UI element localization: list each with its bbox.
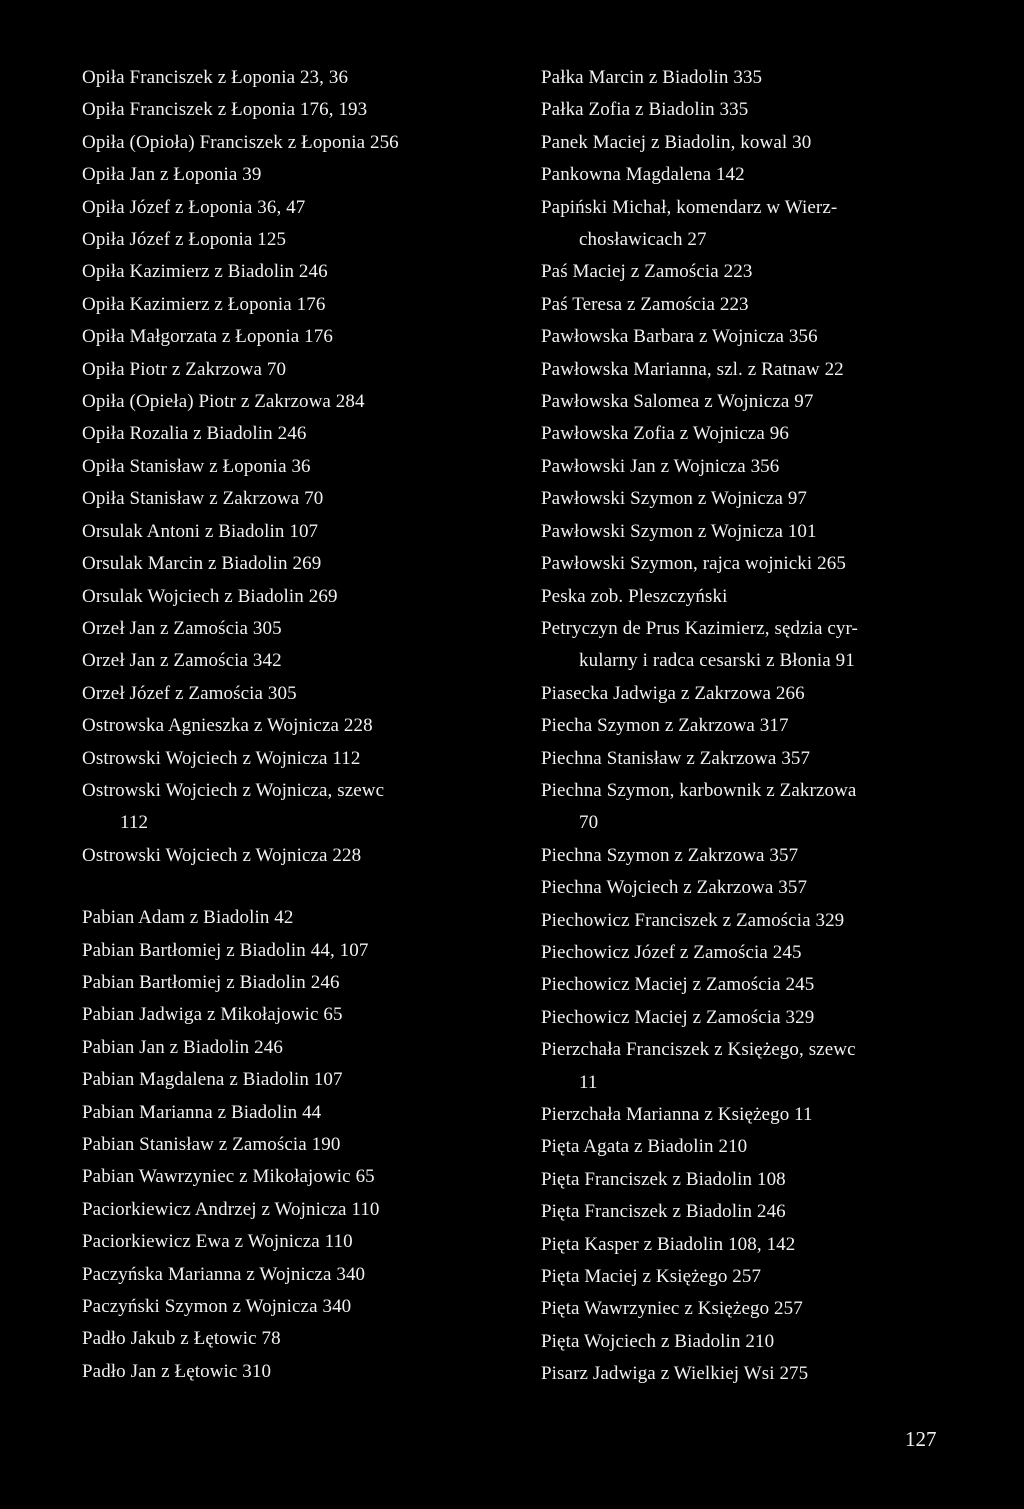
index-entry: Pabian Adam z Biadolin 42 [82, 907, 294, 929]
index-entry: Paczyńska Marianna z Wojnicza 340 [82, 1263, 366, 1285]
index-entry: Opiła Franciszek z Łoponia 23, 36 [82, 67, 349, 88]
index-entry: Pięta Wojciech z Biadolin 210 [541, 1330, 775, 1352]
index-entry: Pabian Jan z Biadolin 246 [82, 1036, 283, 1058]
index-entry: Piechna Wojciech z Zakrzowa 357 [541, 877, 808, 899]
index-entry: Padło Jakub z Łętowic 78 [82, 1328, 281, 1350]
index-entry-continuation: kularny i radca cesarski z Błonia 91 [579, 650, 855, 672]
index-entry: Opiła Stanisław z Zakrzowa 70 [82, 488, 324, 510]
index-entry-continuation: 112 [120, 812, 149, 834]
index-column-right [541, 62, 961, 1391]
index-entry: Opiła Józef z Łoponia 125 [82, 229, 287, 251]
index-entry: Paczyński Szymon z Wojnicza 340 [82, 1296, 352, 1318]
index-entry: Papiński Michał, komendarz w Wierz- [541, 196, 838, 218]
index-entry: Pawłowska Zofia z Wojnicza 96 [541, 423, 789, 445]
index-entry: Pawłowska Marianna, szl. z Ratnaw 22 [541, 358, 844, 380]
index-entry: Orzeł Jan z Zamościa 342 [82, 650, 282, 672]
index-entry: Pabian Marianna z Biadolin 44 [82, 1101, 322, 1123]
index-entry: Orzeł Jan z Zamościa 305 [82, 617, 282, 639]
index-entry: Pięta Maciej z Księżego 257 [541, 1266, 762, 1288]
index-entry: Opiła Jan z Łoponia 39 [82, 164, 262, 186]
index-entry: Paś Teresa z Zamościa 223 [541, 293, 749, 315]
index-entry: Piechowicz Józef z Zamościa 245 [541, 941, 802, 963]
index-entry: Opiła Józef z Łoponia 36, 47 [82, 196, 306, 218]
index-entry-continuation: chosławicach 27 [579, 229, 707, 251]
index-entry: Paciorkiewicz Andrzej z Wojnicza 110 [82, 1198, 380, 1220]
index-entry: Piechna Szymon z Zakrzowa 357 [541, 844, 799, 866]
index-entry: Piechna Stanisław z Zakrzowa 357 [541, 747, 811, 769]
index-entry: Pawłowska Barbara z Wojnicza 356 [541, 326, 818, 348]
index-entry: Pięta Franciszek z Biadolin 108 [541, 1168, 786, 1190]
index-entry: Pabian Wawrzyniec z Mikołajowic 65 [82, 1166, 375, 1188]
index-entry: Pawłowski Jan z Wojnicza 356 [541, 455, 780, 477]
index-entry: Pierzchała Marianna z Księżego 11 [541, 1104, 813, 1125]
index-entry: Pisarz Jadwiga z Wielkiej Wsi 275 [541, 1363, 809, 1385]
index-entry: Piasecka Jadwiga z Zakrzowa 266 [541, 682, 805, 704]
index-entry: Opiła (Opioła) Franciszek z Łoponia 256 [82, 131, 399, 153]
index-entry: Paciorkiewicz Ewa z Wojnicza 110 [82, 1231, 353, 1253]
index-entry-continuation: 70 [579, 812, 599, 834]
index-entry: Ostrowski Wojciech z Wojnicza 112 [82, 747, 361, 769]
index-entry: Pabian Magdalena z Biadolin 107 [82, 1069, 343, 1091]
index-entry: Pałka Marcin z Biadolin 335 [541, 67, 763, 88]
index-entry: Peska zob. Pleszczyński [541, 585, 728, 607]
index-entry: Paś Maciej z Zamościa 223 [541, 261, 753, 283]
index-entry: Pankowna Magdalena 142 [541, 164, 745, 186]
index-entry: Opiła Stanisław z Łoponia 36 [82, 455, 311, 477]
index-entry: Pierzchała Franciszek z Księżego, szewc [541, 1039, 856, 1061]
index-entry: Orsulak Antoni z Biadolin 107 [82, 520, 319, 542]
index-entry: Opiła Małgorzata z Łoponia 176 [82, 326, 333, 348]
index-entry: Pabian Jadwiga z Mikołajowic 65 [82, 1004, 343, 1026]
index-entry: Orsulak Wojciech z Biadolin 269 [82, 585, 338, 607]
index-entry: Pięta Agata z Biadolin 210 [541, 1136, 748, 1158]
section-gap [82, 872, 502, 902]
index-entry: Piecha Szymon z Zakrzowa 317 [541, 715, 789, 737]
index-entry: Pawłowski Szymon, rajca wojnicki 265 [541, 553, 846, 575]
index-entry: Ostrowski Wojciech z Wojnicza, szewc [82, 779, 385, 801]
index-entry: Piechowicz Franciszek z Zamościa 329 [541, 909, 845, 931]
index-entry: Padło Jan z Łętowic 310 [82, 1360, 272, 1382]
index-entry: Panek Maciej z Biadolin, kowal 30 [541, 131, 812, 153]
index-entry: Pabian Stanisław z Zamościa 190 [82, 1134, 341, 1155]
index-entry: Pawłowski Szymon z Wojnicza 97 [541, 488, 808, 510]
index-entry: Opiła Kazimierz z Biadolin 246 [82, 261, 328, 283]
index-column-left [82, 62, 502, 1388]
index-entry: Pawłowski Szymon z Wojnicza 101 [541, 520, 817, 542]
index-entry: Opiła (Opieła) Piotr z Zakrzowa 284 [82, 391, 365, 413]
index-entry: Orsulak Marcin z Biadolin 269 [82, 553, 322, 575]
index-entry: Pięta Wawrzyniec z Księżego 257 [541, 1298, 803, 1320]
index-entry: Pięta Kasper z Biadolin 108, 142 [541, 1233, 796, 1255]
index-entry: Opiła Piotr z Zakrzowa 70 [82, 358, 287, 380]
index-entry: Opiła Kazimierz z Łoponia 176 [82, 293, 326, 315]
index-entry: Ostrowski Wojciech z Wojnicza 228 [82, 844, 362, 866]
index-entry-continuation: 11 [579, 1071, 598, 1093]
index-entry: Pałka Zofia z Biadolin 335 [541, 99, 749, 121]
index-entry: Piechowicz Maciej z Zamościa 329 [541, 1006, 815, 1028]
index-entry: Pabian Bartłomiej z Biadolin 44, 107 [82, 939, 369, 961]
index-entry: Piechowicz Maciej z Zamościa 245 [541, 974, 815, 996]
index-entry: Pabian Bartłomiej z Biadolin 246 [82, 971, 340, 993]
index-entry: Piechna Szymon, karbownik z Zakrzowa [541, 779, 857, 801]
index-entry: Pięta Franciszek z Biadolin 246 [541, 1201, 786, 1223]
index-entry: Orzeł Józef z Zamościa 305 [82, 682, 297, 704]
page-number: 127 [905, 1427, 937, 1451]
index-entry: Ostrowska Agnieszka z Wojnicza 228 [82, 715, 373, 737]
index-entry: Petryczyn de Prus Kazimierz, sędzia cyr- [541, 617, 858, 639]
index-entry: Opiła Franciszek z Łoponia 176, 193 [82, 99, 368, 121]
index-entry: Pawłowska Salomea z Wojnicza 97 [541, 391, 814, 413]
index-entry: Opiła Rozalia z Biadolin 246 [82, 423, 307, 445]
